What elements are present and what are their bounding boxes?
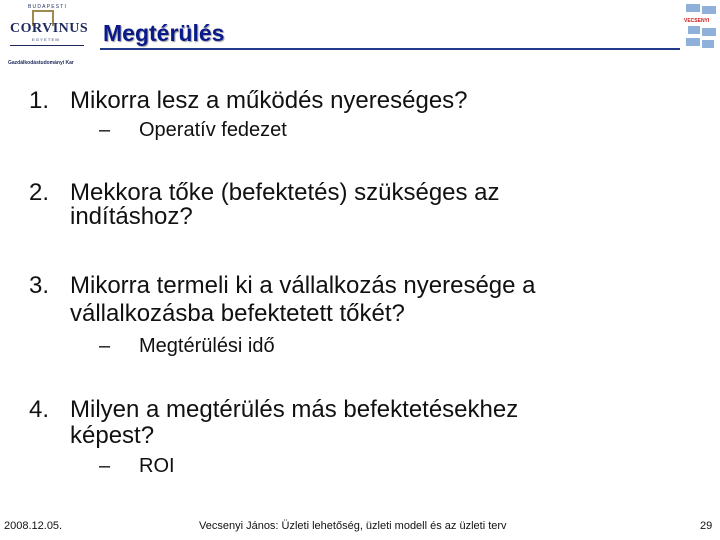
item-number: 2.	[29, 179, 50, 206]
logo-rule	[10, 45, 84, 46]
item-text: Milyen a megtérülés más befektetésekhez	[70, 396, 519, 423]
footer-page-number: 29	[700, 520, 713, 532]
logo-brand: CORVINUS	[10, 21, 89, 36]
logo-faculty: Gazdálkodástudományi Kar	[8, 60, 74, 66]
corner-logo-text: VECSENYI	[684, 18, 710, 24]
vecsenyi-logo	[684, 4, 718, 52]
item-text: indításhoz?	[70, 203, 193, 230]
corvinus-logo	[6, 4, 89, 66]
logo-top-text: BUDAPESTI	[28, 4, 68, 10]
item-text: vállalkozásba befektetett tőkét?	[70, 300, 405, 327]
footer-author: Vecsenyi János: Üzleti lehetőség, üzleti modell és az üzleti terv	[199, 520, 507, 532]
sub-dash: –	[99, 119, 111, 141]
title-divider	[100, 48, 680, 50]
item-text: képest?	[70, 422, 155, 449]
logo-university: EGYETEM	[32, 37, 60, 42]
sub-text: Megtérülési idő	[139, 335, 275, 357]
sub-text: ROI	[139, 455, 175, 477]
item-text: Mikorra termeli ki a vállalkozás nyeresége a	[70, 272, 536, 299]
sub-dash: –	[99, 455, 111, 477]
item-number: 4.	[29, 396, 50, 423]
item-text: Mikorra lesz a működés nyereséges?	[70, 87, 468, 114]
sub-text: Operatív fedezet	[139, 119, 287, 141]
item-text: Mekkora tőke (befektetés) szükséges az	[70, 179, 500, 206]
page-title: Megtérülés	[103, 20, 225, 46]
sub-dash: –	[99, 335, 111, 357]
item-number: 1.	[29, 87, 50, 114]
item-number: 3.	[29, 272, 50, 299]
footer-date: 2008.12.05.	[4, 520, 63, 532]
